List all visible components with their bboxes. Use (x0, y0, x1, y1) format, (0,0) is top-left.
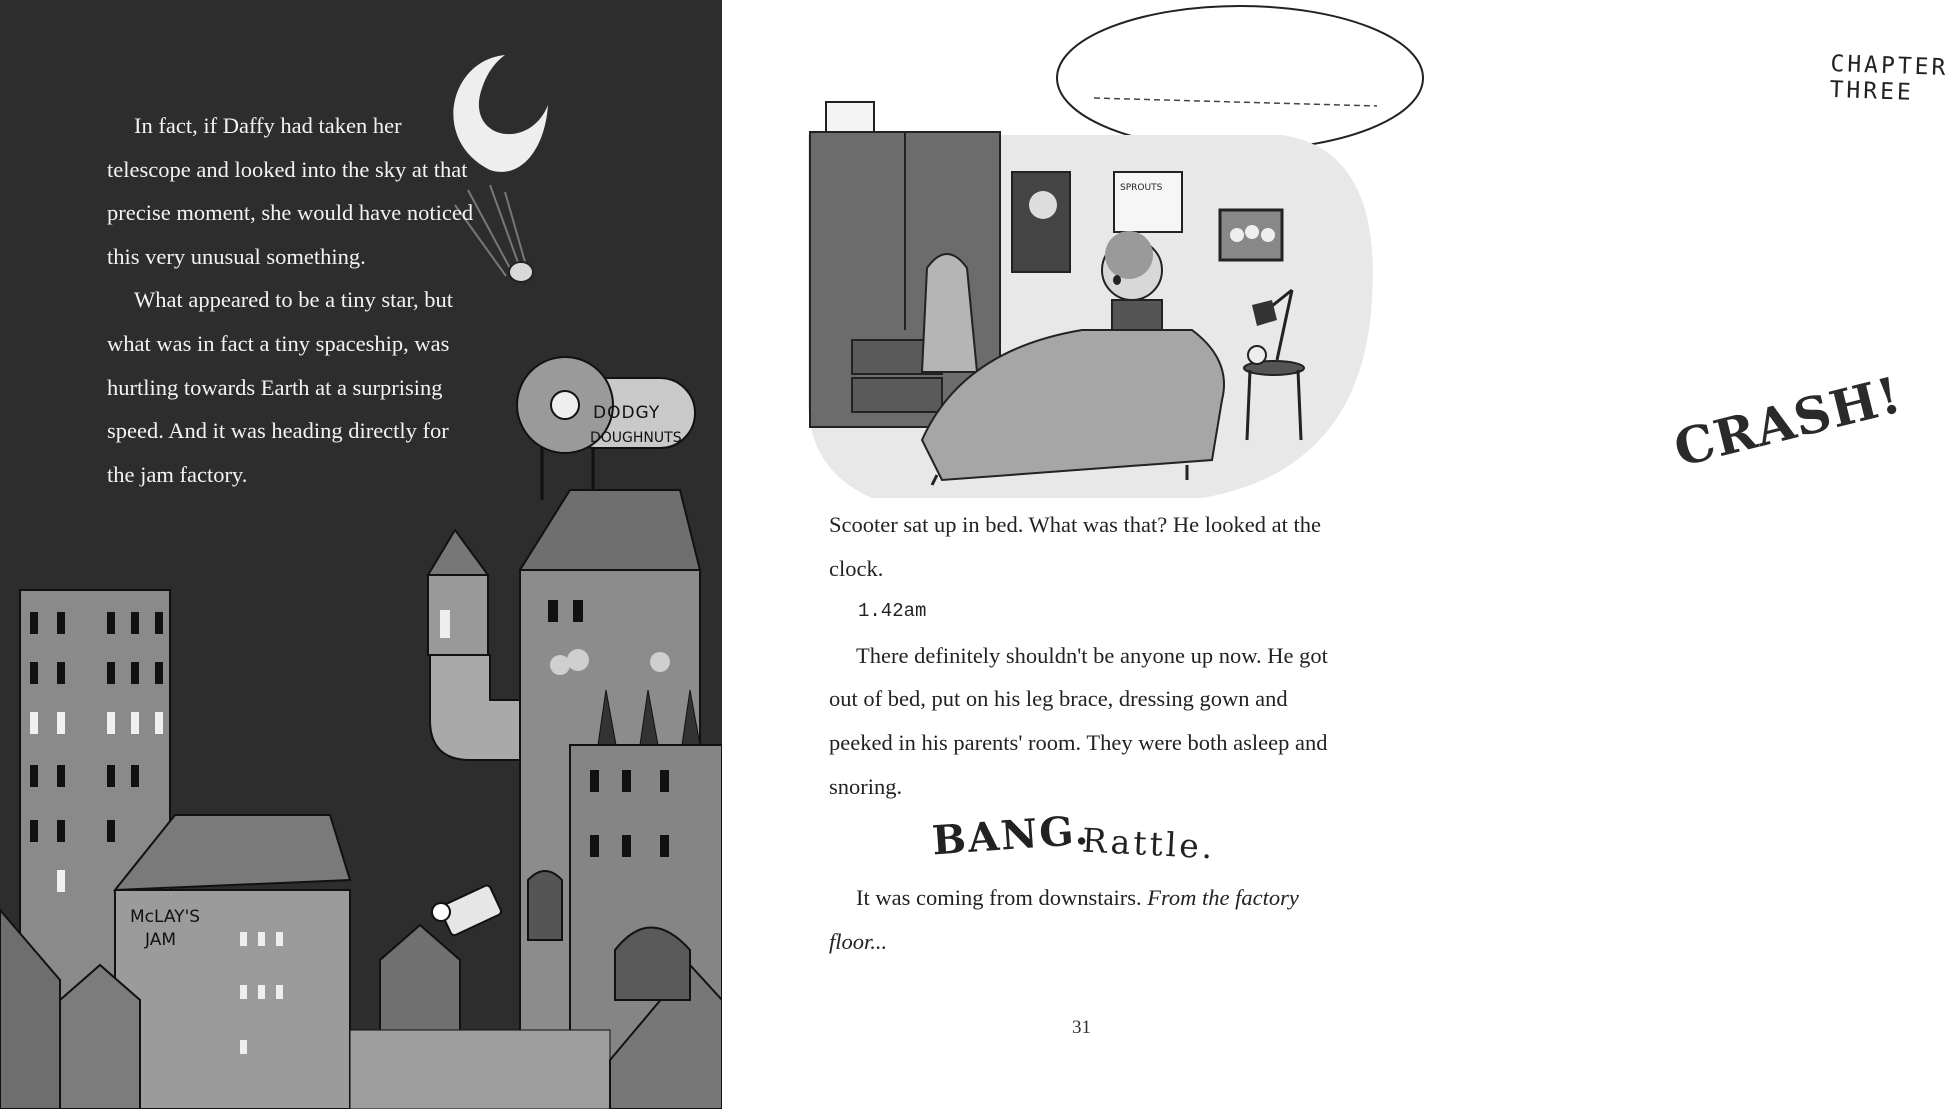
poster-text: SPROUTS (1120, 183, 1163, 193)
doughnut-sign (517, 357, 695, 453)
bang-sound-effect: BANG. (930, 806, 1092, 865)
left-page (0, 0, 722, 1109)
page-number: 31 (1072, 1017, 1091, 1038)
right-page-text (829, 503, 1329, 963)
paragraph-scooter-wakes: Scooter sat up in bed. What was that? He looked at the clock. (829, 512, 1321, 581)
paragraph-downstairs (829, 876, 1329, 963)
sound-effects (829, 808, 1329, 876)
jam-sign-line2: JAM (145, 930, 177, 950)
paragraph-gets-up: There definitely shouldn't be anyone up now. He got out of bed, put on his leg brace, dressing gown and peeked in his parents' room. They were both asleep and snoring. (829, 642, 1328, 799)
left-paragraph: What appeared to be a tiny star, but what was in fact a tiny spaceship, was hurtling towards Earth at a surprising speed. And it was heading directly for the jam factory. (107, 287, 453, 487)
spaceship-icon (429, 881, 502, 941)
left-paragraph: In fact, if Daffy had taken her telescope and looked into the sky at that precise moment, she would have noticed this very unusual something. (107, 113, 474, 269)
rattle-sound-effect: Rattle. (1081, 820, 1217, 867)
jam-sign-line1: McLAY'S (130, 907, 201, 927)
chapter-title: CHAPTER THREE (1829, 50, 1949, 106)
alarm-clock-icon (1248, 346, 1266, 364)
crash-sound-effect: CRASH! (1668, 364, 1908, 479)
factory-roof (520, 490, 700, 570)
boy-figure (1102, 231, 1162, 345)
paragraph-downstairs-italic: From the factory floor... (829, 885, 1299, 954)
sign-line2: DOUGHNUTS (590, 430, 682, 446)
paragraph-downstairs-plain: It was coming from downstairs. (856, 885, 1148, 911)
left-page-text (107, 104, 477, 496)
sign-line1: DODGY (593, 403, 661, 423)
chapter-bubble (1057, 6, 1423, 150)
clock-time: 1.42am (858, 600, 927, 623)
